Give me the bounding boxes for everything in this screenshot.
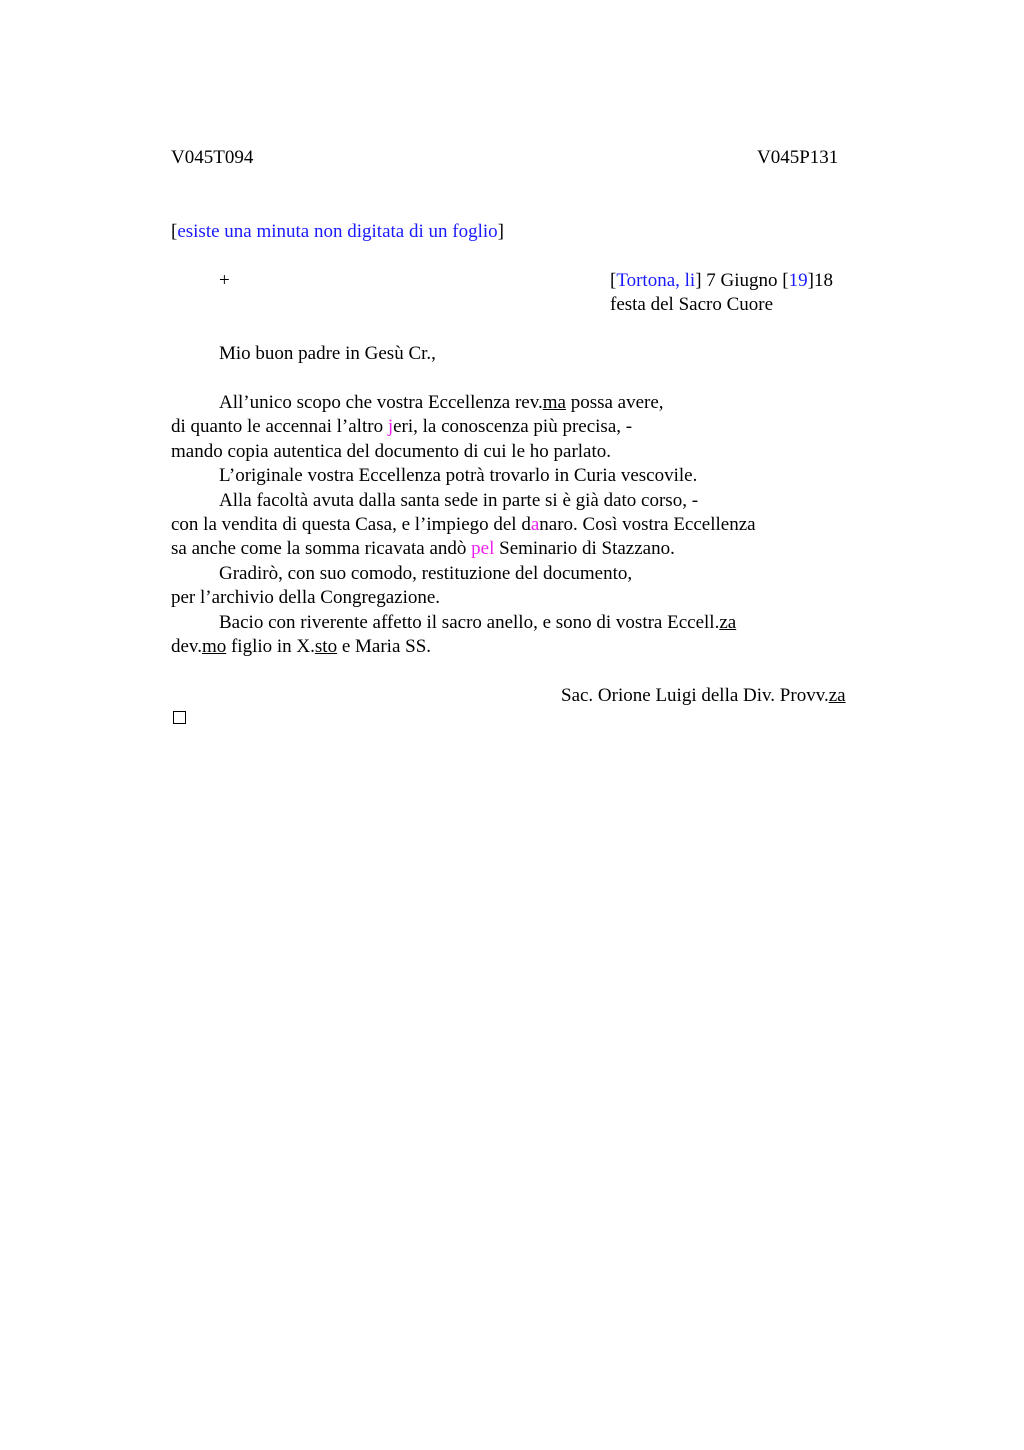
signature bbox=[561, 684, 846, 708]
body-line: per l’archivio della Congregazione. bbox=[171, 587, 441, 608]
abbreviation-suffix: sto bbox=[314, 636, 338, 657]
variant-letter: j bbox=[387, 416, 394, 437]
body-line bbox=[219, 391, 664, 415]
end-marker-square-icon bbox=[173, 711, 186, 724]
body-text: naro. Così vostra Eccellenza bbox=[539, 514, 756, 535]
body-text: All’unico scopo che vostra Eccellenza rev. bbox=[219, 392, 543, 413]
body-line: mando copia autentica del documento di cui le ho parlato. bbox=[171, 441, 612, 462]
body-line bbox=[171, 415, 632, 439]
editorial-note bbox=[171, 220, 504, 244]
variant-word: pel bbox=[471, 538, 495, 559]
salutation: Mio buon padre in Gesù Cr., bbox=[219, 343, 436, 364]
editorial-note-text: esiste una minuta non digitata di un foglio bbox=[177, 221, 498, 242]
dateline-year-prefix: 19 bbox=[788, 270, 808, 291]
body-text: sa anche come la somma ricavata andò bbox=[171, 538, 472, 559]
body-text: eri, la conoscenza più precisa, - bbox=[393, 416, 633, 437]
dateline bbox=[610, 269, 833, 293]
body-line bbox=[171, 513, 756, 537]
body-text: Bacio con riverente affetto il sacro anello, e sono di vostra Eccell. bbox=[219, 612, 720, 633]
abbreviation-suffix: za bbox=[828, 685, 846, 706]
body-text: e Maria SS. bbox=[337, 636, 432, 657]
abbreviation-suffix: mo bbox=[201, 636, 227, 657]
body-line bbox=[171, 635, 431, 659]
dateline-bracket-open: [ bbox=[610, 270, 617, 291]
body-text: con la vendita di questa Casa, e l’impiego del d bbox=[171, 514, 531, 535]
bracket-close: ] bbox=[497, 221, 504, 242]
variant-letter: a bbox=[530, 514, 540, 535]
body-text: possa avere, bbox=[565, 392, 664, 413]
body-line bbox=[219, 611, 736, 635]
body-text: di quanto le accennai l’altro bbox=[171, 416, 388, 437]
body-line: Alla facoltà avuta dalla santa sede in parte si è già dato corso, - bbox=[219, 490, 699, 511]
abbreviation-suffix: ma bbox=[542, 392, 566, 413]
body-text: Seminario di Stazzano. bbox=[494, 538, 675, 559]
cross-symbol: + bbox=[219, 270, 230, 291]
document-code-right: V045P131 bbox=[757, 147, 839, 168]
document-code-left: V045T094 bbox=[171, 147, 254, 168]
body-line: L’originale vostra Eccellenza potrà trovarlo in Curia vescovile. bbox=[219, 465, 698, 486]
dateline-date: ] 7 Giugno [ bbox=[695, 270, 789, 291]
dateline-place: Tortona, li bbox=[616, 270, 696, 291]
abbreviation-suffix: za bbox=[719, 612, 737, 633]
body-text: figlio in X. bbox=[226, 636, 315, 657]
dateline-year-suffix: ]18 bbox=[807, 270, 833, 291]
signature-text: Sac. Orione Luigi della Div. Provv. bbox=[561, 685, 829, 706]
bracket-open: [ bbox=[171, 221, 178, 242]
body-line bbox=[171, 537, 675, 561]
body-text: dev. bbox=[171, 636, 202, 657]
body-line: Gradirò, con suo comodo, restituzione del documento, bbox=[219, 563, 633, 584]
dateline-feast: festa del Sacro Cuore bbox=[610, 294, 774, 315]
